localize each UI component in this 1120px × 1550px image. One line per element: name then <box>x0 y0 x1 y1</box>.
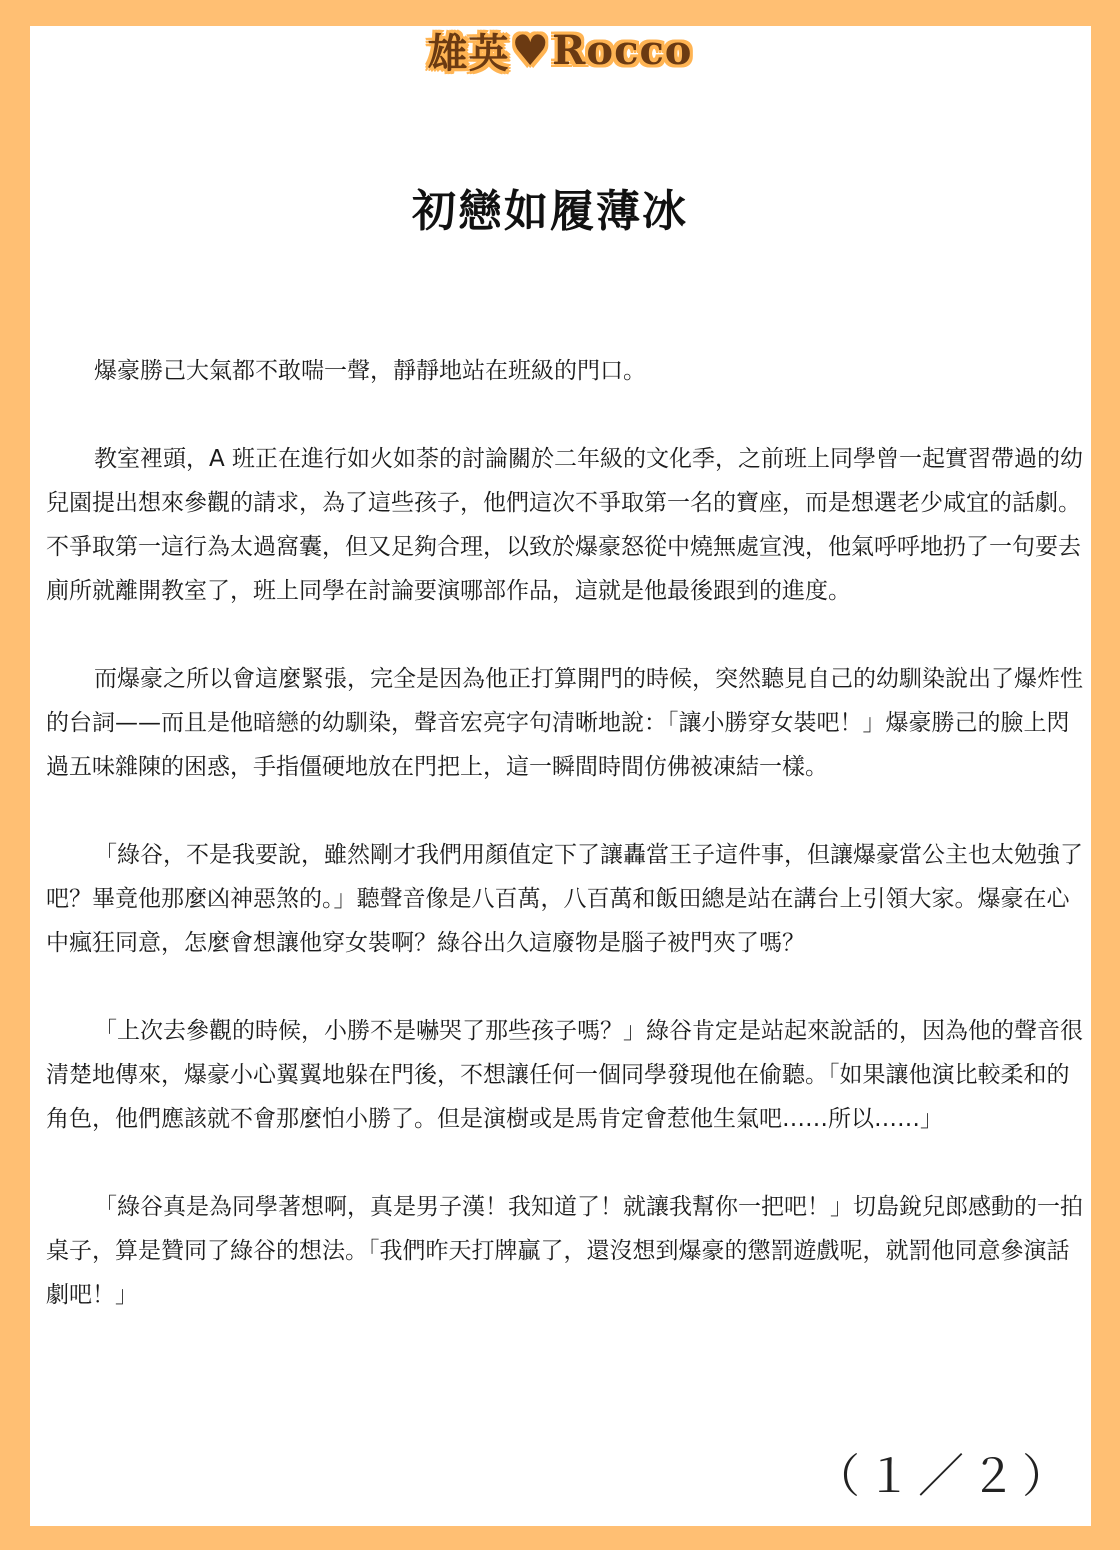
paragraph: 「綠谷，不是我要說，雖然剛才我們用顏值定下了讓轟當王子這件事，但讓爆豪當公主也太勉強了吧？畢竟他那麼凶神惡煞的。」聽聲音像是八百萬，八百萬和飯田總是站在講台上引領大家。爆豪在心中瘋狂同意，怎麼會想讓他穿女裝啊？綠谷出久這廢物是腦子被門夾了嗎？ <box>46 842 1083 956</box>
logo-banner <box>0 0 1120 90</box>
logo-text-right: Rocco <box>552 27 693 74</box>
paragraph: 教室裡頭，A 班正在進行如火如荼的討論關於二年級的文化季，之前班上同學曾一起實習帶過的幼兒園提出想來參觀的請求，為了這些孩子，他們這次不爭取第一名的寶座，而是想選老少咸宜的話劇。不爭取第一這行為太過窩囊，但又足夠合理，以致於爆豪怒從中燒無處宣洩，他氣呼呼地扔了一句要去廁所就離開教室了，班上同學在討論要演哪部作品，這就是他最後跟到的進度。 <box>46 446 1084 604</box>
logo-text-left: 雄英 <box>427 30 510 77</box>
story-body <box>46 349 1086 1361</box>
paragraph: 「上次去參觀的時候，小勝不是嚇哭了那些孩子嗎？」綠谷肯定是站起來說話的，因為他的聲音很清楚地傳來，爆豪小心翼翼地躲在門後，不想讓任何一個同學發現他在偷聽。「如果讓他演比較柔和的角色，他們應該就不會那麼怕小勝了。但是演樹或是馬肯定會惹他生氣吧……所以……」 <box>46 1018 1083 1132</box>
paragraph: 爆豪勝己大氣都不敢喘一聲，靜靜地站在班級的門口。 <box>94 358 646 384</box>
logo <box>428 22 693 79</box>
page-indicator: （１／２） <box>814 1449 1074 1503</box>
paragraph: 「綠谷真是為同學著想啊，真是男子漢！我知道了！就讓我幫你一把吧！」切島銳兒郎感動的一拍桌子，算是贊同了綠谷的想法。「我們昨天打牌贏了，還沒想到爆豪的懲罰遊戲呢，就罰他同意參演話劇吧！」 <box>46 1194 1083 1308</box>
paragraph: 而爆豪之所以會這麼緊張，完全是因為他正打算開門的時候，突然聽見自己的幼馴染說出了爆炸性的台詞——而且是他暗戀的幼馴染，聲音宏亮字句清晰地說：「讓小勝穿女裝吧！」爆豪勝己的臉上閃過五味雜陳的困惑，手指僵硬地放在門把上，這一瞬間時間仿佛被凍結一樣。 <box>46 666 1083 780</box>
heart-icon: ♥ <box>511 26 551 75</box>
page-title: 初戀如履薄冰 <box>412 186 688 237</box>
